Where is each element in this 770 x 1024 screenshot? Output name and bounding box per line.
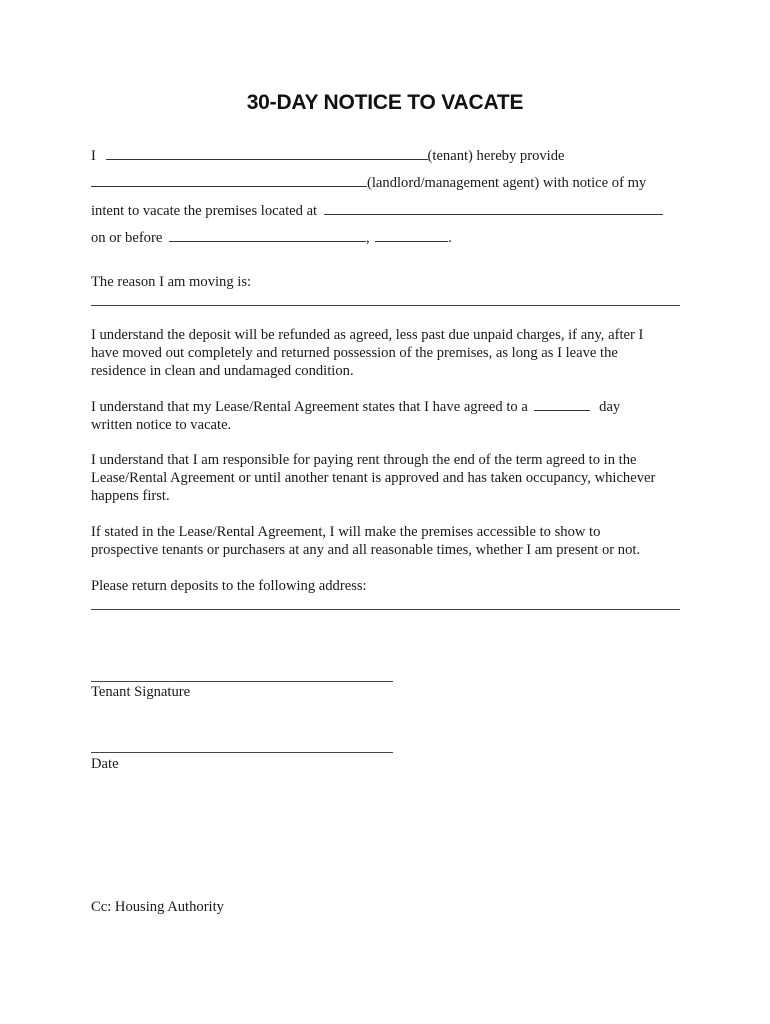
- access-text-2: prospective tenants or purchasers at any and all reasonable times, whether I am present or not.: [91, 542, 641, 558]
- signature-blank[interactable]: [91, 681, 393, 682]
- return-label: Please return deposits to the following address:: [91, 578, 367, 594]
- return-address-blank[interactable]: [91, 609, 680, 610]
- signature-date-blank[interactable]: [91, 752, 393, 753]
- on-or-before-label: on or before: [91, 230, 163, 246]
- rent-text-3: happens first.: [91, 488, 170, 504]
- deposit-text-1: I understand the deposit will be refunded as agreed, less past due unpaid charges, if any, after I: [91, 327, 644, 343]
- landlord-line: [91, 174, 646, 192]
- premises-address-blank[interactable]: [324, 202, 663, 215]
- move-out-year-blank[interactable]: [375, 229, 448, 242]
- deposit-text-2: have moved out completely and returned possession of the premises, as long as I leave the: [91, 345, 618, 361]
- rent-text-2: Lease/Rental Agreement or until another tenant is approved and has taken occupancy, whichever: [91, 470, 656, 486]
- landlord-suffix: (landlord/management agent) with notice of my: [367, 175, 647, 191]
- notice-days-blank[interactable]: [534, 398, 590, 411]
- deposit-paragraph: [91, 326, 691, 380]
- premises-prefix: intent to vacate the premises located at: [91, 203, 318, 219]
- rent-text-1: I understand that I am responsible for paying rent through the end of the term agreed to in the: [91, 452, 637, 468]
- notice-paragraph: [91, 398, 691, 434]
- date-line: [91, 229, 452, 247]
- tenant-line: [91, 147, 565, 165]
- access-paragraph: [91, 523, 691, 559]
- tenant-name-blank[interactable]: [106, 147, 428, 160]
- notice-text-1b: day: [599, 399, 621, 415]
- cc-label: Cc: Housing Authority: [91, 899, 224, 915]
- signature-label: Tenant Signature: [91, 684, 191, 700]
- date-comma: ,: [365, 230, 370, 246]
- move-out-date-blank[interactable]: [169, 229, 366, 242]
- date-period: .: [448, 230, 452, 246]
- landlord-name-blank[interactable]: [91, 174, 367, 187]
- tenant-prefix: I: [91, 148, 96, 164]
- notice-line-1: [91, 398, 691, 416]
- premises-line: [91, 202, 663, 220]
- page-title: 30-DAY NOTICE TO VACATE: [246, 91, 524, 114]
- access-text-1: If stated in the Lease/Rental Agreement, I will make the premises accessible to show to: [91, 524, 601, 540]
- date-label: Date: [91, 756, 119, 772]
- deposit-text-3: residence in clean and undamaged condition.: [91, 363, 354, 379]
- rent-paragraph: [91, 451, 691, 505]
- reason-label: The reason I am moving is:: [91, 274, 252, 290]
- notice-text-2: written notice to vacate.: [91, 417, 232, 433]
- tenant-suffix: (tenant) hereby provide: [427, 148, 565, 164]
- notice-text-1a: I understand that my Lease/Rental Agreement states that I have agreed to a: [91, 399, 528, 415]
- reason-blank[interactable]: [91, 305, 680, 306]
